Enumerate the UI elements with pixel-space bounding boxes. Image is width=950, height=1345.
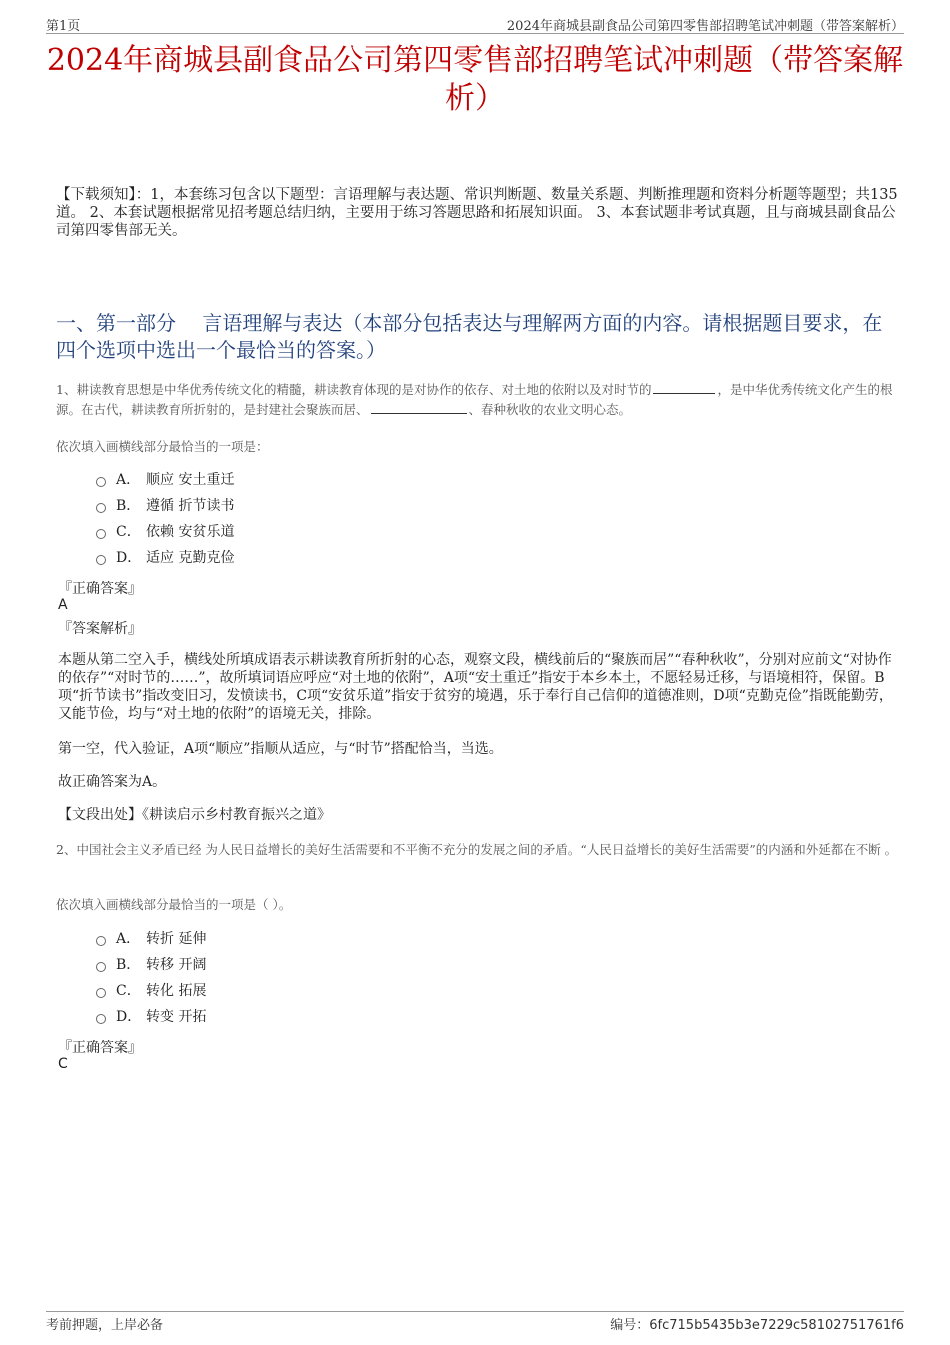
- question-1-option-a[interactable]: A． 顺应 安土重迁: [96, 470, 234, 490]
- radio-icon[interactable]: [96, 529, 106, 539]
- question-2-text: 2、中国社会主义矛盾已经 为人民日益增长的美好生活需要和不平衡不充分的发展之间的矛盾。“人民日益增长的美好生活需要”的内涵和外延都在不断 。: [56, 842, 898, 857]
- download-notice: 【下载须知】：1，本套练习包含以下题型：言语理解与表达题、常识判断题、数量关系题、判断推理题和资料分析题等题型；共135道。 2、本套试题根据常见招考题总结归纳，主要用于练习答题思路和拓展知识面。 3、本套试题非考试真题，且与商城县副食品公司第四零售部无关。: [56, 187, 898, 239]
- analysis-paragraph-1: 本题从第二空入手，横线处所填成语表示耕读教育所折射的心态，观察文段，横线前后的“聚族而居”“春种秋收”，分别对应前文“对协作的依存”“对时节的……”，故所填词语应呼应“对土地的依附”，A项“安土重迁”指安于本乡本土，不愿轻易迁移，与语境相符，保留。B项“折节读书”指改变旧习，发愤读书，C项“安贫乐道”指安于贫穷的境遇，乐于奉行自己信仰的道德准则，D项“克勤克俭”指既能勤劳，又能节俭，均与“对土地的依附”的语境无关，排除。: [58, 652, 893, 722]
- question-2-option-b[interactable]: B． 转移 开阔: [96, 955, 206, 975]
- question-2-prompt: 依次填入画横线部分最恰当的一项是（ ）。: [56, 897, 292, 912]
- section-heading: 一、第一部分 言语理解与表达（本部分包括表达与理解两方面的内容。请根据题目要求，在四个选项中选出一个最恰当的答案。）: [56, 311, 883, 362]
- answer-label: 『正确答案』: [58, 581, 142, 597]
- answer-label: 『正确答案』: [58, 1040, 142, 1056]
- running-title: 2024年商城县副食品公司第四零售部招聘笔试冲刺题（带答案解析）: [506, 19, 904, 34]
- question-2-option-c[interactable]: C． 转化 拓展: [96, 981, 206, 1001]
- radio-icon[interactable]: [96, 555, 106, 565]
- source-citation: 【文段出处】《耕读启示乡村教育振兴之道》: [58, 807, 331, 823]
- answer-value: C: [58, 1056, 68, 1072]
- footer-divider: [46, 1311, 904, 1312]
- question-1-text-a: 1、耕读教育思想是中华优秀传统文化的精髓，耕读教育体现的是对协作的依存、对土地的依附以及对时节的: [56, 382, 652, 397]
- analysis-paragraph-3: 故正确答案为A。: [58, 774, 167, 790]
- radio-icon[interactable]: [96, 936, 106, 946]
- question-1-option-b[interactable]: B． 遵循 折节读书: [96, 496, 234, 516]
- question-1-prompt: 依次填入画横线部分最恰当的一项是：: [56, 439, 269, 454]
- question-2-option-a[interactable]: A． 转折 延伸: [96, 929, 206, 949]
- analysis-label: 『答案解析』: [58, 621, 142, 637]
- document-code: 编号：6fc715b5435b3e7229c58102751761f6: [610, 1318, 904, 1333]
- question-1-option-c[interactable]: C． 依赖 安贫乐道: [96, 522, 234, 542]
- radio-icon[interactable]: [96, 1014, 106, 1024]
- analysis-paragraph-2: 第一空，代入验证，A项“顺应”指顺从适应，与“时节”搭配恰当，当选。: [58, 741, 503, 757]
- header-divider: [46, 33, 904, 34]
- radio-icon[interactable]: [96, 988, 106, 998]
- page-number: 第1页: [46, 19, 81, 34]
- blank-1: [653, 381, 715, 394]
- page-title: 2024年商城县副食品公司第四零售部招聘笔试冲刺题（带答案解析）: [46, 43, 904, 116]
- answer-value: A: [58, 597, 68, 613]
- question-1-text-b: ，是中华优秀传统文化产生的根源。在古代，耕读教育所折射的，是封建社会聚族而居、: [56, 382, 893, 417]
- question-1-text-c: 、春种秋收的农业文明心态。: [468, 402, 632, 417]
- blank-2: [371, 401, 467, 414]
- radio-icon[interactable]: [96, 503, 106, 513]
- question-2-option-d[interactable]: D． 转变 开拓: [96, 1007, 206, 1027]
- footer-slogan: 考前押题，上岸必备: [46, 1318, 164, 1333]
- radio-icon[interactable]: [96, 477, 106, 487]
- question-1-text: [56, 380, 901, 420]
- radio-icon[interactable]: [96, 962, 106, 972]
- question-1-option-d[interactable]: D． 适应 克勤克俭: [96, 548, 234, 568]
